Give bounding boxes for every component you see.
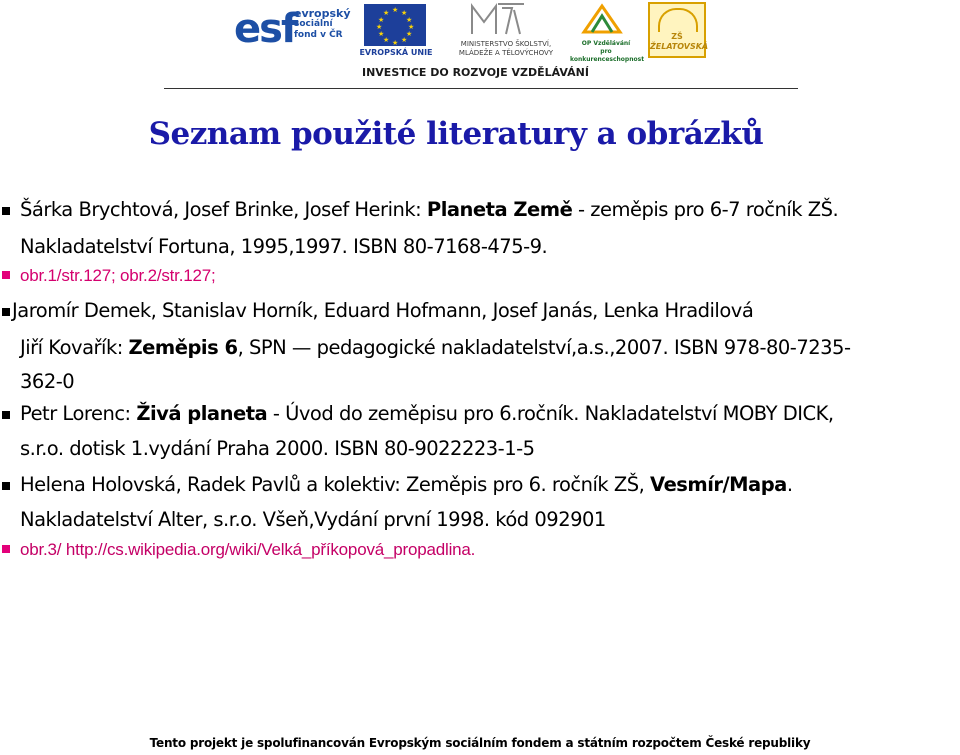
- header-divider: [164, 88, 798, 89]
- msmt-logo: [442, 0, 562, 60]
- entry-3-line-2: s.r.o. dotisk 1.vydání Praha 2000. ISBN 80-9022223-1-5: [20, 437, 535, 460]
- entry-1-image-credits: obr.1/str.127; obr.2/str.127;: [20, 266, 216, 285]
- entry-2-line-1: Jaromír Demek, Stanislav Horník, Eduard Hofmann, Josef Janás, Lenka Hradilová: [12, 299, 754, 322]
- entry-2-publisher: , SPN — pedagogické nakladatelství,a.s.,2007. ISBN 978-80-7235-: [237, 336, 851, 359]
- entry-3-line-1: [20, 400, 834, 428]
- school-emblem-arc: [658, 8, 698, 32]
- entry-3-book-title: Živá planeta: [136, 402, 268, 425]
- bullet-square-pink: [2, 271, 10, 279]
- op-mark-icon: [580, 2, 624, 36]
- entry-2-book-title: Zeměpis 6: [128, 336, 238, 359]
- school-line-2: ŽELATOVSKÁ: [650, 42, 709, 51]
- footer-note: Tento projekt je spolufinancován Evropským sociálním fondem a státním rozpočtem České republiky: [149, 736, 811, 750]
- entry-1-line-2: Nakladatelství Fortuna, 1995,1997. ISBN 80-7168-475-9.: [20, 235, 548, 258]
- entry-3-author: Petr Lorenc:: [20, 402, 137, 425]
- entry-1-subtitle: - zeměpis pro 6-7 ročník ZŠ.: [572, 198, 839, 221]
- eu-label: EVROPSKÁ UNIE: [359, 48, 433, 57]
- entry-2-line-2: [20, 334, 851, 362]
- entry-4-book-title: Vesmír/Mapa: [650, 473, 787, 496]
- entry-4-period: .: [786, 473, 793, 496]
- msmt-line-2: MLÁDEŽE A TĚLOVÝCHOVY: [458, 49, 554, 57]
- bullet-square: [2, 308, 10, 316]
- entry-4-image-credits: obr.3/ http://cs.wikipedia.org/wiki/Velká_příkopová_propadlina.: [20, 540, 476, 559]
- page-title: Seznam použité literatury a obrázků: [148, 116, 764, 152]
- op-line-1: OP Vzdělávání: [581, 40, 631, 47]
- school-emblem-icon: [648, 2, 709, 58]
- msmt-line-1: MINISTERSTVO ŠKOLSTVÍ,: [460, 40, 552, 48]
- esf-line-2: sociální: [294, 19, 333, 29]
- entry-3-subtitle: - Úvod do zeměpisu pro 6.ročník. Nakladatelství MOBY DICK,: [267, 402, 834, 425]
- op-label: [570, 40, 645, 64]
- bullet-square: [2, 411, 10, 419]
- op-logo: [570, 0, 645, 63]
- esf-logo: [234, 0, 350, 60]
- logo-bar: [230, 0, 710, 66]
- entry-4-line-2: Nakladatelství Alter, s.r.o. Všeň,Vydání první 1998. kód 092901: [20, 508, 606, 531]
- entry-4-authors: Helena Holovská, Radek Pavlů a kolektiv: Zeměpis pro 6. ročník ZŠ,: [20, 473, 651, 496]
- entry-1-authors: Šárka Brychtová, Josef Brinke, Josef Herink:: [20, 198, 427, 221]
- entry-1-line-1: [20, 196, 838, 224]
- entry-2-line-3: 362-0: [20, 370, 75, 393]
- entry-1-book-title: Planeta Země: [426, 198, 573, 221]
- esf-line-3: fond v ČR: [294, 30, 343, 40]
- invest-banner: INVESTICE DO ROZVOJE VZDĚLÁVÁNÍ: [362, 66, 589, 79]
- eu-flag-icon: ★ ★ ★ ★ ★ ★ ★ ★ ★ ★ ★ ★: [364, 4, 426, 46]
- bullet-square-pink: [2, 545, 10, 553]
- entry-4-line-1: [20, 471, 793, 499]
- esf-line-1: evropský: [294, 7, 351, 20]
- bullet-square: [2, 482, 10, 490]
- msmt-mark-icon: [468, 0, 528, 38]
- school-logo: [646, 0, 709, 60]
- op-line-2: pro konkurenceschopnost: [570, 48, 645, 63]
- entry-2-author: Jiří Kovařík:: [20, 336, 129, 359]
- esf-logo-text: [294, 8, 351, 41]
- school-line-1: ZŠ: [671, 32, 683, 41]
- msmt-label: [442, 40, 570, 58]
- eu-logo: [358, 0, 434, 60]
- bullet-square: [2, 207, 10, 215]
- esf-logo-mark: esf: [234, 6, 297, 52]
